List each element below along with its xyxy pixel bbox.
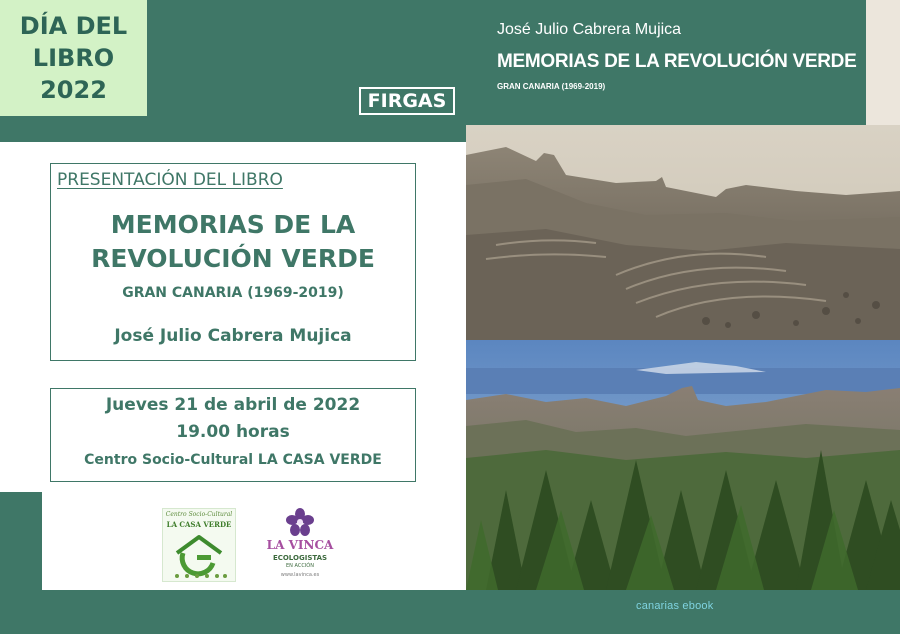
book-author: José Julio Cabrera Mujica: [114, 326, 352, 346]
la-vinca-website: www.lavinca.es: [280, 572, 320, 578]
cover-footer-band: [466, 590, 900, 634]
la-vinca-logo: [262, 506, 338, 584]
flower-icon: [286, 508, 314, 536]
book-subtitle: GRAN CANARIA (1969-2019): [122, 285, 344, 301]
cover-author: José Julio Cabrera Mujica: [497, 21, 682, 38]
la-vinca-subtitle: [262, 554, 338, 570]
house-icon: [163, 529, 235, 581]
la-vinca-subtitle-line1: ECOLOGISTAS: [272, 554, 328, 562]
town-badge: [359, 87, 455, 115]
historic-landscape-photo: [466, 125, 900, 340]
la-vinca-subtitle-line2: EN ACCIÓN: [286, 563, 314, 569]
casa-verde-logo: [162, 508, 236, 582]
poster-side-strip: [0, 492, 42, 590]
event-details-card: [50, 388, 416, 482]
presentation-card: [50, 163, 416, 361]
casa-verde-logo-tagline: Centro Socio-Cultural: [165, 511, 233, 518]
cover-title: MEMORIAS DE LA REVOLUCIÓN VERDE: [497, 51, 857, 72]
modern-landscape-photo: [466, 340, 900, 590]
event-banner-title: DÍA DEL LIBRO 2022: [19, 12, 128, 104]
cover-side-strip: [866, 0, 900, 125]
event-banner: [0, 0, 147, 116]
presentation-label: PRESENTACIÓN DEL LIBRO: [57, 170, 283, 190]
town-name: FIRGAS: [367, 90, 447, 112]
poster-footer-band: [0, 590, 466, 634]
casa-verde-logo-name: LA CASA VERDE: [166, 520, 232, 529]
event-date: Jueves 21 de abril de 2022: [105, 395, 361, 415]
book-title: MEMORIAS DE LA REVOLUCIÓN VERDE: [91, 210, 375, 273]
la-vinca-name: LA VINCA: [266, 538, 334, 552]
cover-subtitle: GRAN CANARIA (1969-2019): [497, 82, 606, 91]
publisher-logo: canarias ebook: [636, 600, 714, 612]
event-time: 19.00 horas: [176, 422, 290, 442]
event-venue: Centro Socio-Cultural LA CASA VERDE: [84, 452, 382, 468]
